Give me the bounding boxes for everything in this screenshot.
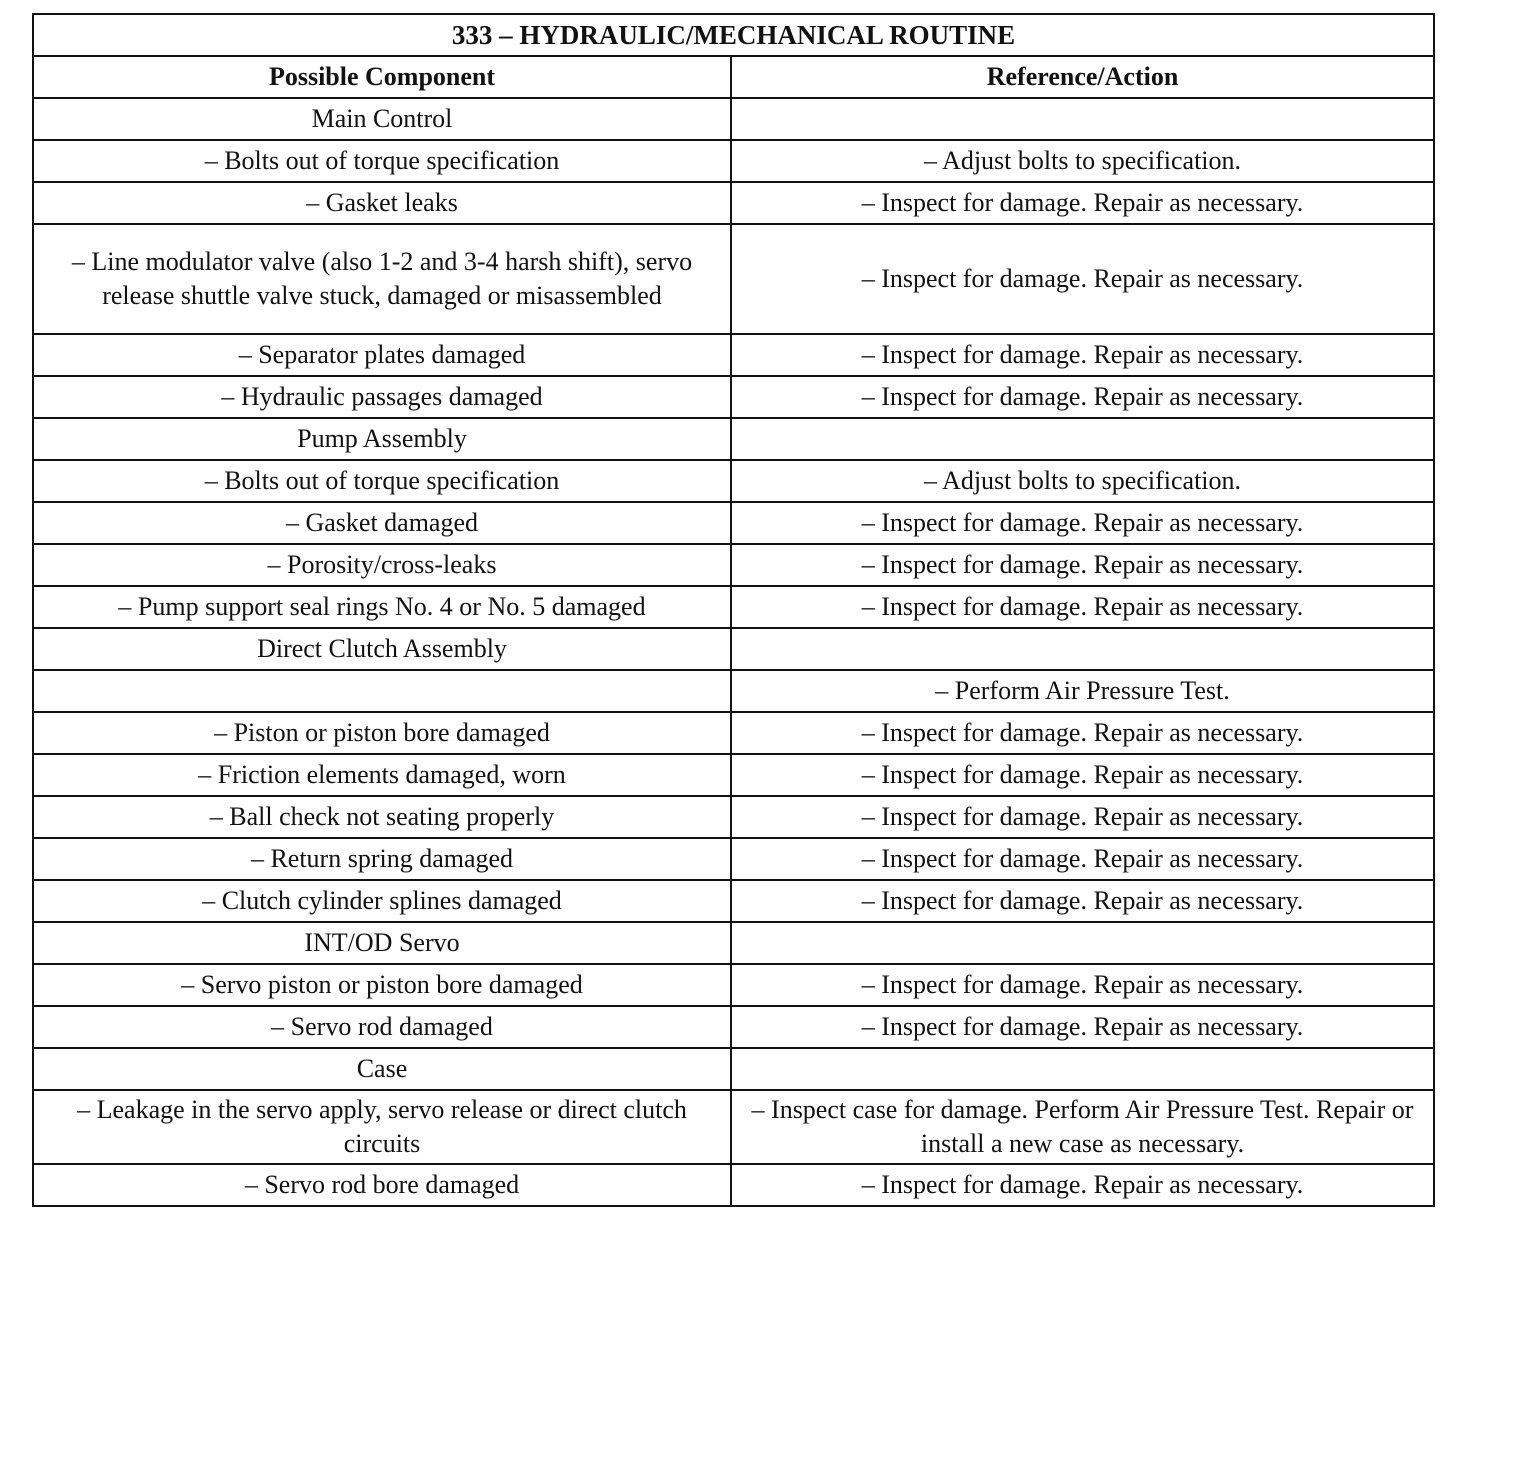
component-cell: – Servo rod damaged	[33, 1006, 731, 1048]
table-row	[33, 98, 1434, 140]
component-cell: – Gasket damaged	[33, 502, 731, 544]
action-cell	[731, 1048, 1434, 1090]
table-row	[33, 376, 1434, 418]
table-row	[33, 796, 1434, 838]
column-header-component: Possible Component	[33, 56, 731, 98]
component-cell: – Piston or piston bore damaged	[33, 712, 731, 754]
action-cell	[731, 98, 1434, 140]
action-cell	[731, 628, 1434, 670]
table-row	[33, 334, 1434, 376]
table-row	[33, 182, 1434, 224]
table-row	[33, 418, 1434, 460]
component-cell: INT/OD Servo	[33, 922, 731, 964]
table-row	[33, 670, 1434, 712]
table-row	[33, 586, 1434, 628]
action-cell	[731, 922, 1434, 964]
action-cell: – Inspect for damage. Repair as necessary.	[731, 334, 1434, 376]
action-cell: – Inspect for damage. Repair as necessary.	[731, 796, 1434, 838]
component-cell: – Porosity/cross-leaks	[33, 544, 731, 586]
action-cell: – Inspect for damage. Repair as necessary.	[731, 544, 1434, 586]
action-cell: – Inspect for damage. Repair as necessary.	[731, 838, 1434, 880]
column-header-action: Reference/Action	[731, 56, 1434, 98]
table-row	[33, 838, 1434, 880]
table-title: 333 – HYDRAULIC/MECHANICAL ROUTINE	[33, 14, 1434, 56]
table-row	[33, 460, 1434, 502]
component-cell: – Friction elements damaged, worn	[33, 754, 731, 796]
table-row	[33, 1164, 1434, 1206]
action-cell: – Perform Air Pressure Test.	[731, 670, 1434, 712]
action-cell: – Inspect for damage. Repair as necessary.	[731, 1006, 1434, 1048]
table-row	[33, 964, 1434, 1006]
table-row	[33, 502, 1434, 544]
component-cell: – Bolts out of torque specification	[33, 140, 731, 182]
table-row	[33, 754, 1434, 796]
action-cell: – Inspect for damage. Repair as necessary.	[731, 1164, 1434, 1206]
table-row	[33, 1090, 1434, 1164]
action-cell: – Inspect for damage. Repair as necessary.	[731, 880, 1434, 922]
action-cell: – Inspect for damage. Repair as necessary.	[731, 224, 1434, 334]
action-cell: – Inspect case for damage. Perform Air Pressure Test. Repair or install a new case as necessary.	[731, 1090, 1434, 1164]
table-row	[33, 1006, 1434, 1048]
component-cell: – Gasket leaks	[33, 182, 731, 224]
component-cell: Direct Clutch Assembly	[33, 628, 731, 670]
table-row	[33, 224, 1434, 334]
component-cell: – Separator plates damaged	[33, 334, 731, 376]
action-cell	[731, 418, 1434, 460]
component-cell: Case	[33, 1048, 731, 1090]
action-cell: – Inspect for damage. Repair as necessary.	[731, 712, 1434, 754]
table-row	[33, 1048, 1434, 1090]
component-cell: – Leakage in the servo apply, servo release or direct clutch circuits	[33, 1090, 731, 1164]
component-cell: – Clutch cylinder splines damaged	[33, 880, 731, 922]
component-cell: – Ball check not seating properly	[33, 796, 731, 838]
component-cell: Pump Assembly	[33, 418, 731, 460]
action-cell: – Adjust bolts to specification.	[731, 460, 1434, 502]
action-cell: – Inspect for damage. Repair as necessary.	[731, 586, 1434, 628]
component-cell: – Servo rod bore damaged	[33, 1164, 731, 1206]
diagnostic-table	[32, 13, 1435, 1207]
component-cell: – Line modulator valve (also 1-2 and 3-4 harsh shift), servo release shuttle valve stuck, damaged or misassembled	[33, 224, 731, 334]
table-row	[33, 712, 1434, 754]
table-row	[33, 544, 1434, 586]
table-row	[33, 140, 1434, 182]
action-cell: – Adjust bolts to specification.	[731, 140, 1434, 182]
action-cell: – Inspect for damage. Repair as necessary.	[731, 964, 1434, 1006]
component-cell: – Pump support seal rings No. 4 or No. 5 damaged	[33, 586, 731, 628]
action-cell: – Inspect for damage. Repair as necessary.	[731, 376, 1434, 418]
component-cell: – Hydraulic passages damaged	[33, 376, 731, 418]
table-row	[33, 628, 1434, 670]
component-cell: – Return spring damaged	[33, 838, 731, 880]
action-cell: – Inspect for damage. Repair as necessary.	[731, 502, 1434, 544]
component-cell	[33, 670, 731, 712]
table-row	[33, 922, 1434, 964]
component-cell: Main Control	[33, 98, 731, 140]
action-cell: – Inspect for damage. Repair as necessary.	[731, 754, 1434, 796]
component-cell: – Servo piston or piston bore damaged	[33, 964, 731, 1006]
component-cell: – Bolts out of torque specification	[33, 460, 731, 502]
table-row	[33, 880, 1434, 922]
action-cell: – Inspect for damage. Repair as necessary.	[731, 182, 1434, 224]
